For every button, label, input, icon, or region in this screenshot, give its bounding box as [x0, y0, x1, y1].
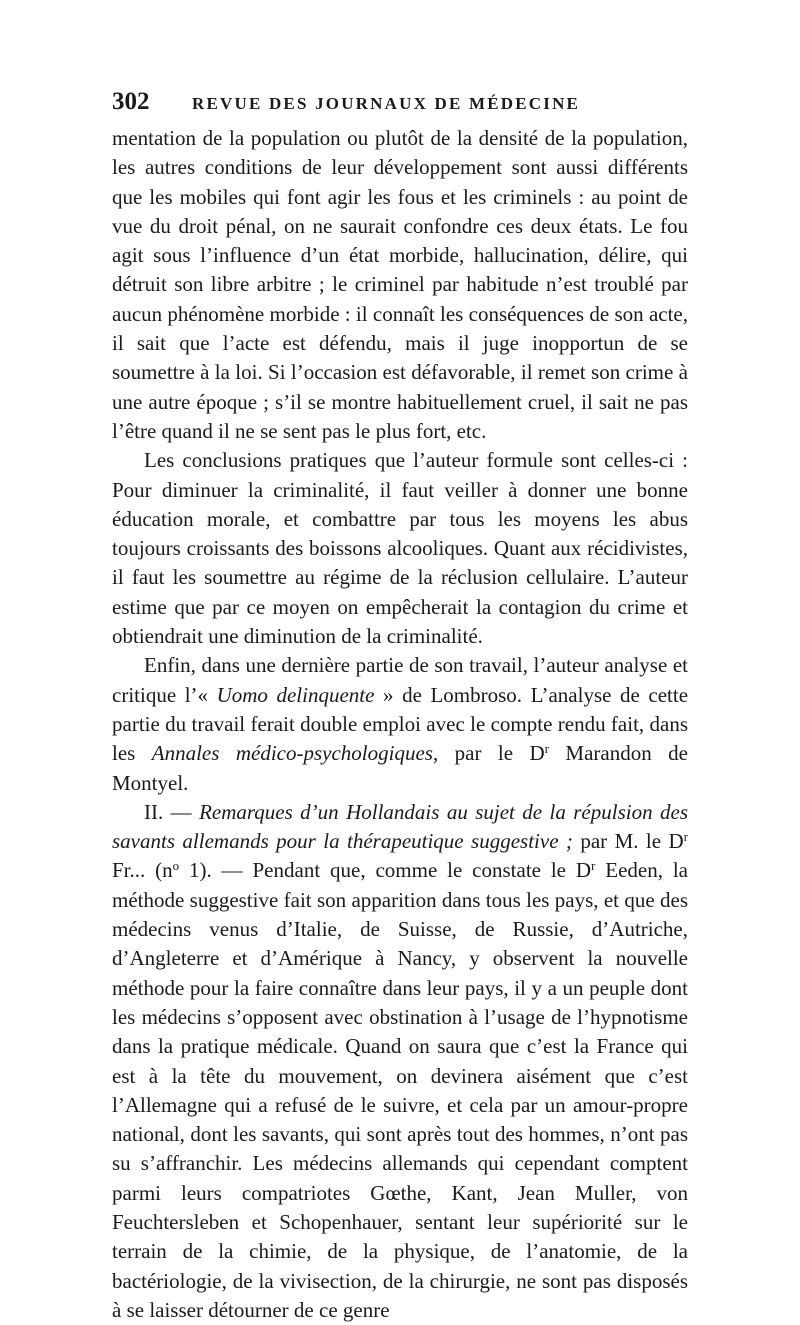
superscript: r — [683, 829, 688, 845]
superscript: o — [172, 858, 180, 874]
superscript: r — [544, 741, 549, 757]
page-header — [112, 88, 688, 118]
paragraph-3-text: Enfin, dans une dernière partie de son travail, l’auteur analyse et critique l’« — [112, 653, 688, 707]
paragraph-2: Les conclusions pratiques que l’auteur formule sont celles-ci : Pour diminuer la criminalité, il faut veiller à donner une bonne éducation morale, et combattre par tous les moyens les abus toujours croissants des boissons alcooliques. Quant aux récidivistes, il faut les soumettre au régime de la réclusion cellulaire. L’auteur estime que par ce moyen on empêcherait la contagion du crime et obtiendrait une diminution de la criminalité. — [112, 448, 688, 649]
cited-journal-title: Annales médico-psychologiques — [151, 741, 433, 766]
section-number: II. — — [144, 799, 200, 824]
section-text: 1). — Pendant que, comme le constate le D — [179, 858, 592, 883]
paragraph-1: mentation de la population ou plutôt de la densité de la population, les autres conditions de leur développement sont aussi différents que les mobiles qui font agir les fous et les criminels : au point de vue du droit pénal, on ne saurait confondre ces deux états. Le fou agit sous l’influence d’un état morbide, hallucination, délire, qui détruit son libre arbitre ; le criminel par habitude n’est troublé par aucun phénomène morbide : il connaît les conséquences de son acte, il sait que l’acte est défendu, mais il juge inopportun de se soumettre à la loi. Si l’occasion est défavorable, il remet son crime à une autre époque ; s’il se montre habituellement cruel, il sait ne pas l’être quand il ne se sent pas le plus fort, etc. — [112, 126, 688, 443]
section-text: Eeden, la méthode suggestive fait son apparition dans tous les pays, et que des médecins venus d’Italie, de Suisse, de Russie, d’Autriche, d’Angleterre et d’Amérique à Nancy, y observent la nouvelle méthode pour la faire connaître dans leur pays, il y a un peuple dont les médecins s’opposent avec obstination à l’usage de l’hypnotisme dans la pratique médicale. Quand on saura que c’est la France qui est à la tête du mouvement, on devinera aisément que c’est l’Allemagne qui a refusé de le suivre, et cela par un amour-propre national, dont les savants, qui sont après tout des hommes, n’ont pas su s’affranchir. Les médecins allemands qui cependant comptent parmi leurs compatriotes Gœthe, Kant, Jean Muller, von Feuchtersleben et Schopenhauer, sentant leur supériorité sur le terrain de la chimie, de la physique, de l’anatomie, de la bactériologie, de la vivisection, de la chirurgie, ne sont pas disposés à se laisser détourner de ce genre — [112, 858, 689, 1322]
paragraph-3-text: » de Lombroso. L’analyse de cette partie du travail ferait double emploi avec le compte rendu fait, dans les — [112, 682, 689, 766]
section-text: Fr... (n — [112, 858, 173, 883]
paragraph-3 — [112, 651, 688, 797]
cited-work-title: Uomo delinquente — [216, 682, 375, 707]
paragraph-3-text: Marandon de Montyel. — [112, 741, 688, 795]
paragraph-3-text: , par le D — [432, 741, 545, 766]
book-page — [112, 88, 688, 1325]
section-text: par M. le D — [572, 829, 684, 854]
running-title: REVUE DES JOURNAUX DE MÉDECINE — [192, 94, 581, 113]
page-number: 302 — [112, 88, 150, 115]
superscript: r — [591, 858, 596, 874]
body-text — [112, 124, 688, 1325]
section-title: Remarques d’un Hollandais au sujet de la répulsion des savants allemands pour la thérapeutique suggestive ; — [112, 799, 688, 854]
section-2-paragraph — [112, 798, 688, 1325]
